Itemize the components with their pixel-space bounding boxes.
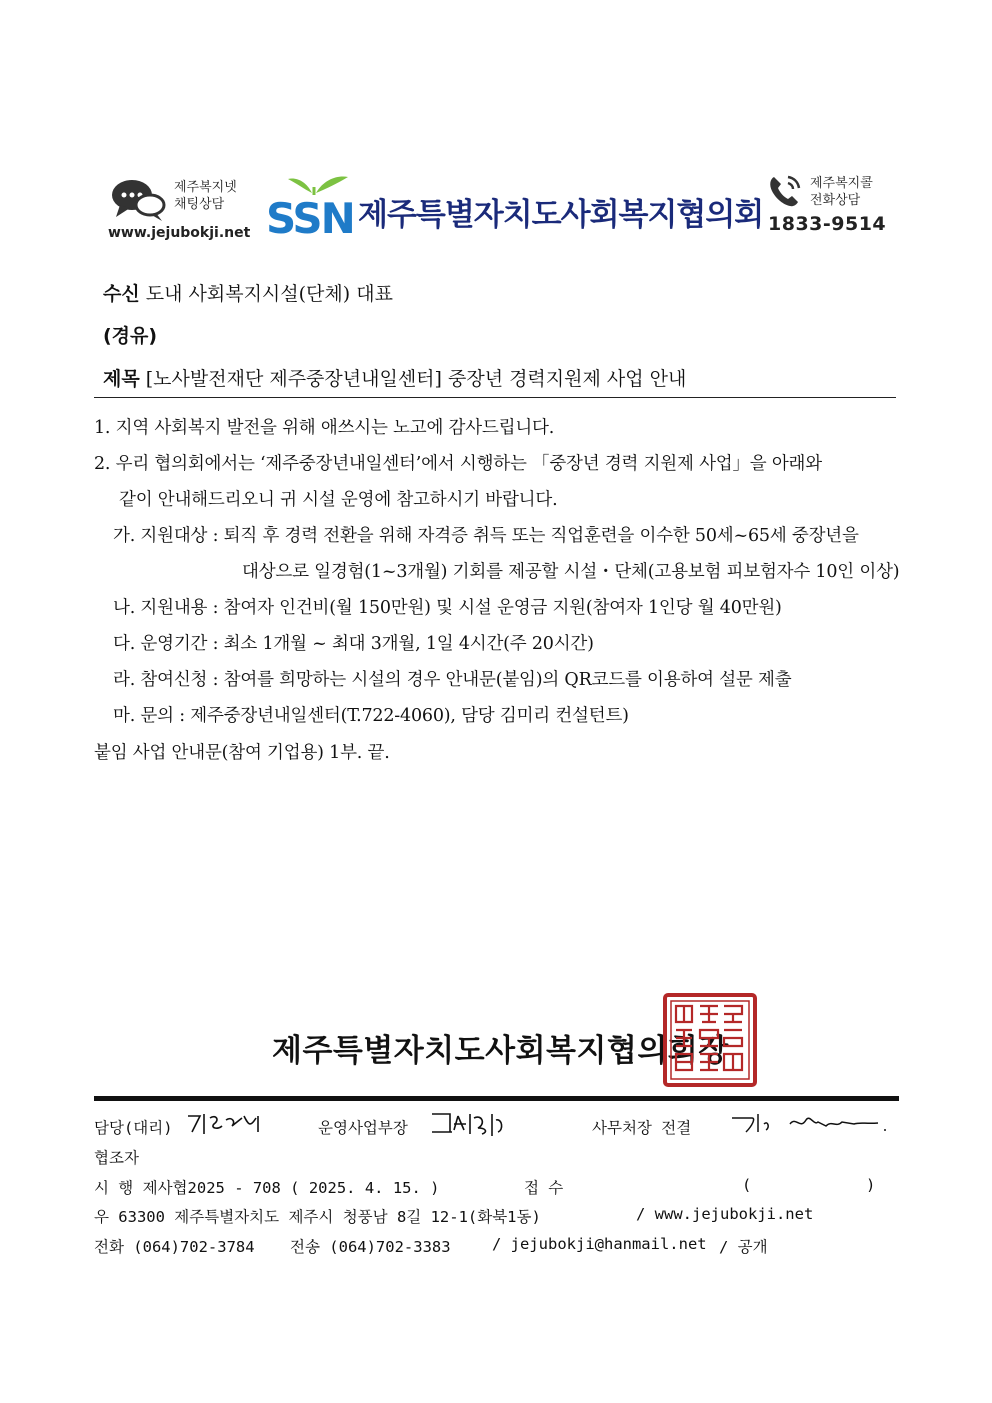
item-da: 다. 운영기간 : 최소 1개월 ~ 최대 3개월, 1일 4시간(주 20시간) xyxy=(113,634,594,654)
postal-address: 우 63300 제주특별자치도 제주시 청풍남 8길 12-1(화북1동) xyxy=(94,1208,541,1226)
tel-consult-block xyxy=(766,173,896,243)
recipient-label: 수신 xyxy=(103,283,140,305)
item-ma: 마. 문의 : 제주중장년내일센터(T.722-4060), 담당 김미리 컨설턴트) xyxy=(113,706,629,726)
letterhead xyxy=(0,165,992,245)
tel-consult-label: 제주복지콜 전화상담 xyxy=(810,176,873,208)
receipt-paren-open: ( xyxy=(742,1176,752,1194)
website[interactable]: / www.jejubokji.net xyxy=(636,1205,814,1223)
tel-number: 1833-9514 xyxy=(768,213,887,235)
receipt-paren-close: ) xyxy=(866,1176,876,1194)
ssn-letters: SSN xyxy=(266,194,354,237)
official-seal xyxy=(662,992,758,1088)
director-signature xyxy=(730,1110,890,1136)
chat-consult-block xyxy=(108,175,258,245)
staff-label: 담당(대리) xyxy=(94,1119,173,1137)
subject-line xyxy=(103,364,686,391)
email-address[interactable]: / jejubokji@hanmail.net xyxy=(492,1235,707,1253)
subject-divider xyxy=(94,397,896,398)
public-status: / 공개 xyxy=(719,1238,768,1256)
paragraph-2-line1: 2. 우리 협의회에서는 ‘제주중장년내일센터’에서 시행하는 「중장년 경력 지원제 사업」을 아래와 xyxy=(94,454,822,474)
chat-bubble-icon xyxy=(110,177,166,223)
footer-divider xyxy=(94,1096,899,1101)
paragraph-2-line2: 같이 안내해드리오니 귀 시설 운영에 참고하시기 바랍니다. xyxy=(119,490,558,510)
staff-signature xyxy=(186,1110,266,1136)
cooperation-label: 협조자 xyxy=(94,1149,139,1167)
via-label: (경유) xyxy=(103,325,158,347)
manager-signature xyxy=(430,1110,510,1138)
item-ga-line2: 대상으로 일경험(1~3개월) 기회를 제공할 시설・단체(고용보험 피보험자수 10인 이상) xyxy=(242,562,900,582)
via-line xyxy=(103,321,157,348)
chat-consult-label: 제주복지넷 채팅상담 xyxy=(174,180,237,212)
ssn-leaf-logo xyxy=(266,171,356,237)
item-na: 나. 지원내용 : 참여자 인건비(월 150만원) 및 시설 운영금 지원(참여자 1인당 월 40만원) xyxy=(113,598,782,618)
subject-label: 제목 xyxy=(103,368,140,390)
org-name-logo: 제주특별자치도사회복지협의회 xyxy=(358,197,764,233)
recipient-line xyxy=(103,279,393,306)
phone-icon xyxy=(766,173,806,209)
chat-url: www.jejubokji.net xyxy=(108,225,251,241)
fax-number: 전송 (064)702-3383 xyxy=(290,1238,451,1256)
phone-number: 전화 (064)702-3784 xyxy=(94,1238,255,1256)
recipient-value: 도내 사회복지시설(단체) 대표 xyxy=(145,283,393,305)
manager-label: 운영사업부장 xyxy=(318,1119,408,1137)
paragraph-1: 1. 지역 사회복지 발전을 위해 애쓰시는 노고에 감사드립니다. xyxy=(94,418,555,438)
receipt-label: 접 수 xyxy=(524,1179,564,1197)
sender-name: 제주특별자치도사회복지협의회장 xyxy=(272,1033,729,1069)
enforce-line: 시 행 제사협2025 - 708 ( 2025. 4. 15. ) xyxy=(94,1179,440,1197)
attachment-line: 붙임 사업 안내문(참여 기업용) 1부. 끝. xyxy=(94,743,390,763)
director-label: 사무처장 전결 xyxy=(592,1119,692,1137)
subject-value: [노사발전재단 제주중장년내일센터] 중장년 경력지원제 사업 안내 xyxy=(145,368,687,390)
item-ga-line1: 가. 지원대상 : 퇴직 후 경력 전환을 위해 자격증 취득 또는 직업훈련을 이수한 50세~65세 중장년을 xyxy=(113,526,859,546)
item-ra: 라. 참여신청 : 참여를 희망하는 시설의 경우 안내문(붙임)의 QR코드를 이용하여 설문 제출 xyxy=(113,670,792,690)
